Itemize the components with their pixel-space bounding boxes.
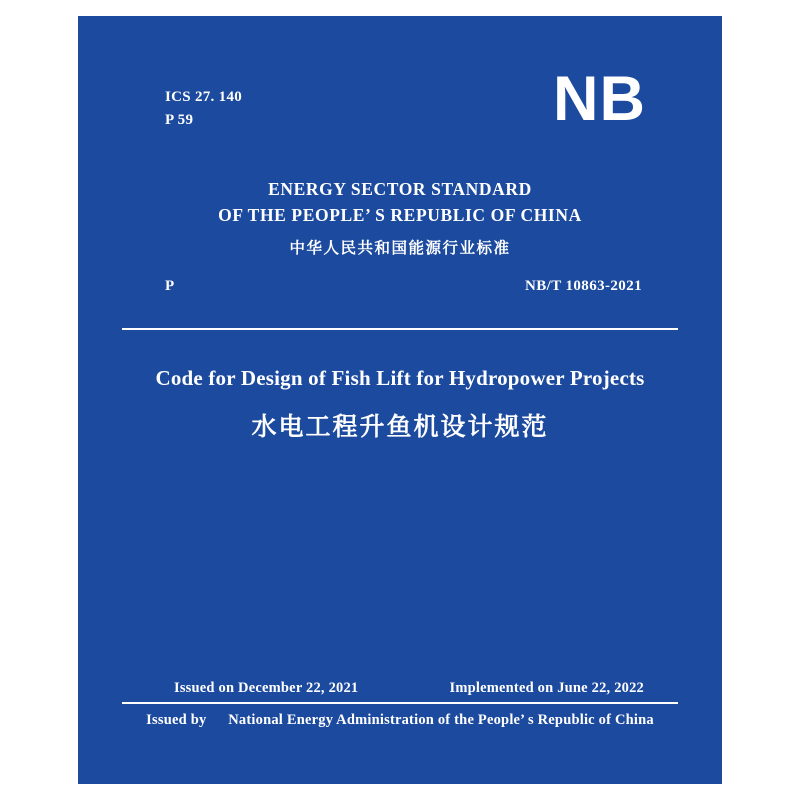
classification-letter: P [165,278,175,294]
issue-date: Issued on December 22, 2021 [174,680,359,696]
standard-title-chinese: 中华人民共和国能源行业标准 [289,238,511,257]
issuing-organization: National Energy Administration of the People’ s Republic of China [228,712,654,728]
standard-title-english-line2: OF THE PEOPLE’ S REPUBLIC OF CHINA [218,205,582,226]
standard-code-row [165,278,642,295]
standard-number: NB/T 10863-2021 [525,278,642,294]
document-title-block [118,366,682,443]
nb-logo: NB [553,64,646,134]
divider-top [122,328,678,330]
divider-bottom [122,702,678,704]
document-title-chinese: 水电工程升鱼机设计规范 [251,412,549,441]
ics-number: ICS 27. 140 [165,89,243,105]
document-title-english: Code for Design of Fish Lift for Hydropower Projects [155,366,645,390]
implementation-date: Implemented on June 22, 2022 [449,680,644,696]
ics-classification-block [165,86,242,133]
issued-by-row [118,712,682,729]
standard-title-english-line1: ENERGY SECTOR STANDARD [268,179,532,199]
standard-cover [78,16,722,784]
standard-title-block [78,176,722,258]
classification-code-p59: P 59 [165,112,194,129]
issued-by-label: Issued by [146,712,207,728]
dates-row [174,680,644,697]
